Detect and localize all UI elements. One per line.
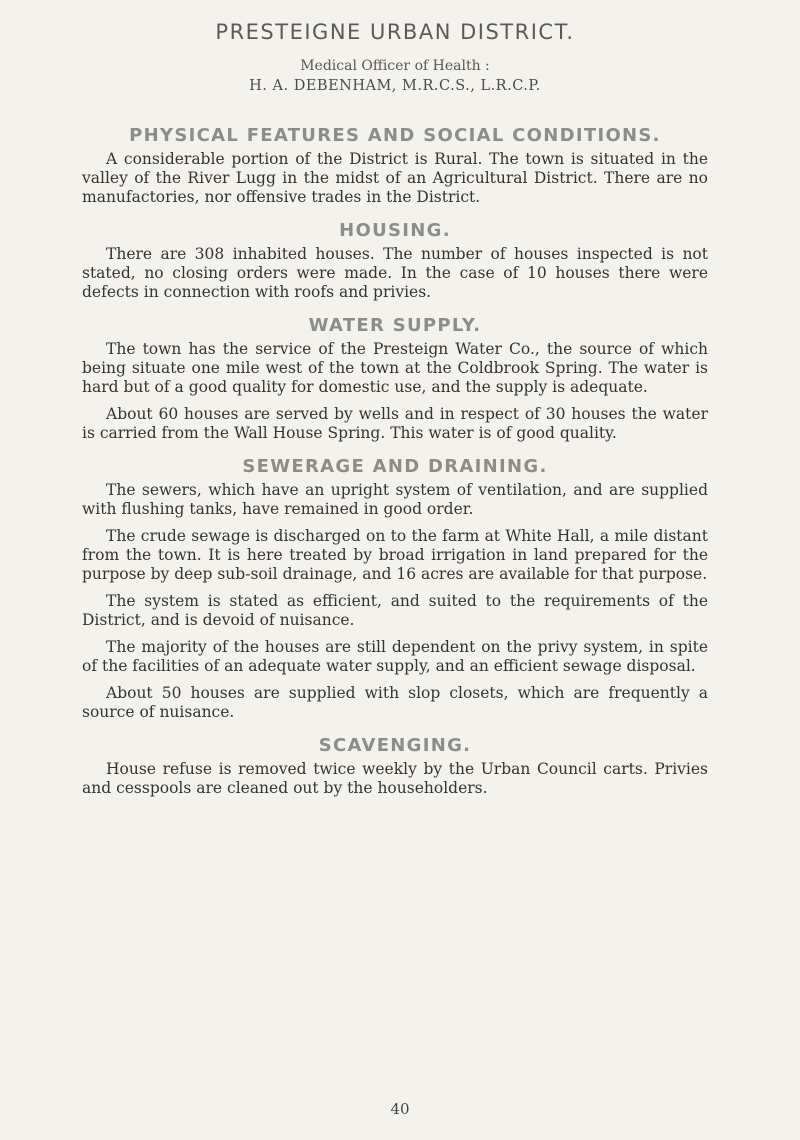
- page-number: 40: [390, 1100, 410, 1118]
- paragraph: A considerable portion of the District is Rural. The town is situated in the valley of the River Lugg in the midst of an Agricultural District. There are no manufactories, nor offensive trades in the District.: [82, 150, 708, 206]
- section-heading: WATER SUPPLY.: [308, 315, 482, 336]
- section-scavenging: [82, 734, 708, 798]
- paragraph: About 50 houses are supplied with slop closets, which are frequently a source of nuisance.: [82, 684, 708, 721]
- section-water-supply: [82, 314, 708, 443]
- section-heading: SCAVENGING.: [318, 735, 472, 756]
- paragraph: There are 308 inhabited houses. The number of houses inspected is not stated, no closing orders were made. In the case of 10 houses there were defects in connection with roofs and privies.: [82, 245, 708, 301]
- section-heading: HOUSING.: [339, 220, 451, 241]
- paragraph: The system is stated as efficient, and suited to the requirements of the District, and is devoid of nuisance.: [82, 592, 708, 629]
- district-title: PRESTEIGNE URBAN DISTRICT.: [215, 20, 575, 44]
- section-heading: SEWERAGE AND DRAINING.: [242, 456, 548, 477]
- paragraph: The town has the service of the Presteign Water Co., the source of which being situate one mile west of the town at the Coldbrook Spring. The water is hard but of a good quality for domestic use, and the supply is adequate.: [82, 340, 708, 396]
- section-sewerage: [82, 455, 708, 722]
- officer-role: Medical Officer of Health :: [300, 58, 490, 74]
- officer-name: H. A. DEBENHAM, M.R.C.S., L.R.C.P.: [249, 78, 541, 94]
- paragraph: The crude sewage is discharged on to the farm at White Hall, a mile distant from the town. It is here treated by broad irrigation in land prepared for the purpose by deep sub-soil drainage, and 16 acres are available for that purpose.: [82, 527, 708, 583]
- paragraph: House refuse is removed twice weekly by the Urban Council carts. Privies and cesspools are cleaned out by the householders.: [82, 760, 708, 797]
- paragraph: The sewers, which have an upright system of ventilation, and are supplied with flushing tanks, have remained in good order.: [82, 481, 708, 518]
- section-housing: [82, 219, 708, 302]
- paragraph: About 60 houses are served by wells and in respect of 30 houses the water is carried from the Wall House Spring. This water is of good quality.: [82, 405, 708, 442]
- section-heading: PHYSICAL FEATURES AND SOCIAL CONDITIONS.: [129, 125, 661, 146]
- paragraph: The majority of the houses are still dependent on the privy system, in spite of the facilities of an adequate water supply, and an efficient sewage disposal.: [82, 638, 708, 675]
- section-physical-features: [82, 124, 708, 207]
